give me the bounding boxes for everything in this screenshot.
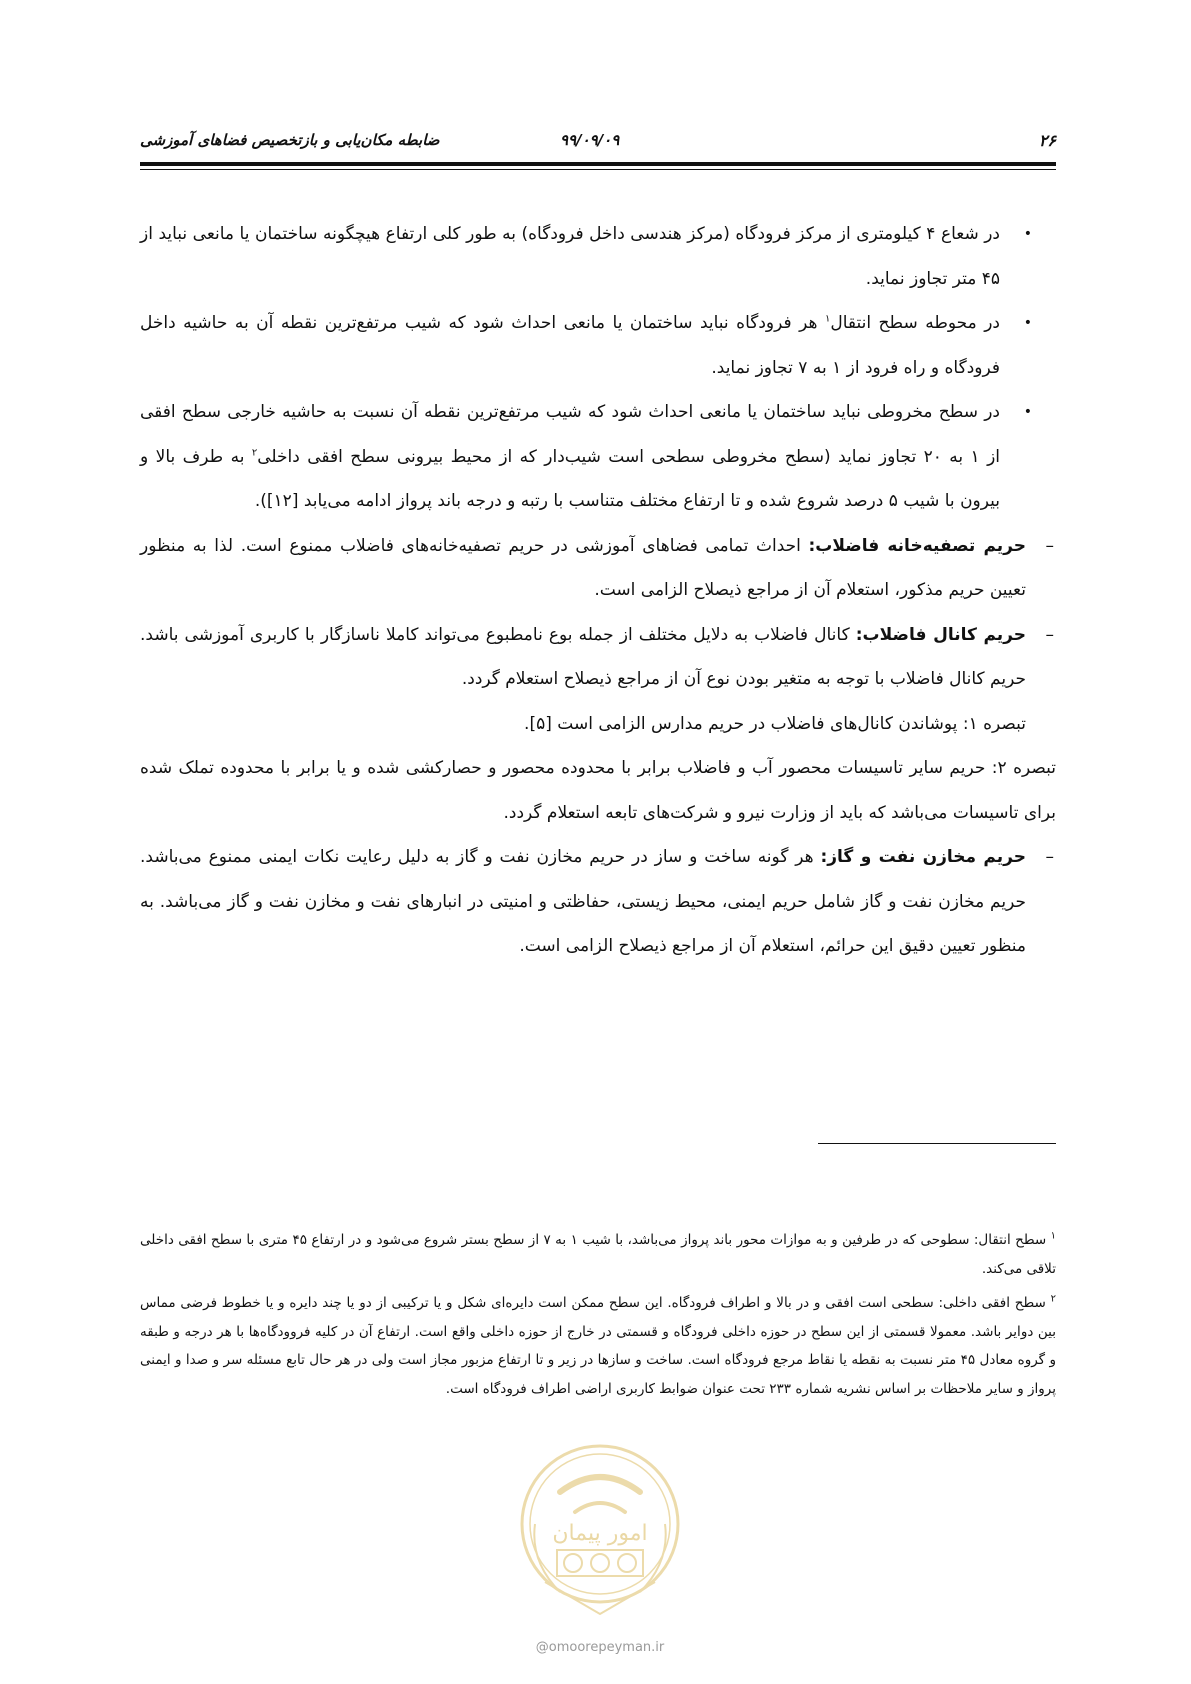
footnote-ref[interactable]: ۲ bbox=[251, 446, 258, 458]
note-2: تبصره ۲: حریم سایر تاسیسات محصور آب و فاضلاب برابر با محدوده محصور و حصارکشی شده و یا برابر با محدوده تملک شده برای تاسیسات می‌باشد که باید از وزارت نیرو و شرکت‌های تابعه استعلام گردد. bbox=[140, 758, 1056, 823]
footnotes bbox=[140, 1226, 1056, 1409]
page-header bbox=[140, 127, 1056, 159]
dash-marker: – bbox=[1045, 847, 1054, 867]
footnote-ref[interactable]: ۱ bbox=[824, 313, 831, 325]
dash-term: حریم مخازن نفت و گاز: bbox=[820, 847, 1026, 867]
bullet-item bbox=[140, 212, 1056, 301]
header-date: ۹۹/۰۹/۰۹ bbox=[560, 131, 620, 149]
bullet-text: به طرف بالا و بیرون با شیب ۵ درصد شروع شده و تا ارتفاع مختلف متناسب با رتبه و درجه باند پرواز ادامه می‌یابد [۱۲]). bbox=[140, 446, 1000, 511]
header-title: ضابطه مکان‌یابی و بازتخصیص فضاهای آموزشی bbox=[140, 131, 440, 149]
bullet-marker: • bbox=[1023, 226, 1032, 242]
footnote-text: سطح انتقال: سطوحی که در طرفین و به موازات محور باند پرواز می‌باشد، با شیب ۱ به ۷ از سطح بستر شروع می‌شود و در ارتفاع ۴۵ متری با سطح افقی داخلی تلاقی می‌کند. bbox=[140, 1232, 1056, 1277]
header-rule-thin bbox=[140, 169, 1056, 170]
footnote-number: ۲ bbox=[1050, 1293, 1056, 1305]
bullet-item bbox=[140, 390, 1056, 524]
body-text bbox=[140, 212, 1056, 969]
bullet-text: در شعاع ۴ کیلومتری از مرکز فرودگاه (مرکز هندسی داخل فرودگاه) به طور کلی ارتفاع هیچگونه ساختمان یا مانعی نباید از ۴۵ متر تجاوز نماید. bbox=[140, 224, 1001, 289]
dash-text: کانال فاضلاب به دلایل مختلف از جمله بوع نامطبوع می‌تواند کاملا ناسازگار با کاربری آموزشی باشد. حریم کانال فاضلاب با توجه به متغیر بودن نوع آن از مراجع ذیصلاح استعلام گردد. bbox=[140, 624, 1026, 689]
bullet-text: هر فرودگاه نباید ساختمان یا مانعی احداث شود که شیب مرتفع‌ترین نقطه آن به حاشیه داخل فرودگاه و راه فرود از ۱ به ۷ تجاوز نماید. bbox=[140, 313, 1000, 378]
footnote bbox=[140, 1289, 1056, 1403]
watermark-logo bbox=[505, 1432, 695, 1662]
dash-text: هر گونه ساخت و ساز در حریم مخازن نفت و گاز به دلیل رعایت نکات ایمنی ممنوع می‌باشد. حریم مخازن نفت و گاز شامل حریم ایمنی، محیط زیستی، حفاظتی و امنیتی در انبارهای نفت و مخازن نفت و گاز می‌باشد. به منظور تعیین دقیق این حرائم، استعلام آن از مراجع ذیصلاح الزامی است. bbox=[140, 847, 1026, 956]
footnote-text: سطح افقی داخلی: سطحی است افقی و در بالا و اطراف فرودگاه. این سطح ممکن است دایره‌ای شکل و یا ترکیبی از دو یا چند دایره و یا خطوط فرضی مماس بین دوایر باشد. معمولا قسمتی از این سطح در حوزه داخلی فرودگاه و قسمتی در خارج از حوزه داخلی واقع است. ارتفاع آن در کلیه فروودگاه‌ها با هر درجه و طبقه و گروه معادل ۴۵ متر نسبت به نقطه یا نقاط مرجع فرودگاه است. ساخت و سازها در زیر و تا ارتفاع مزبور مجاز است ولی در هر حال تابع مسئله سر و صدا و ایمنی پرواز و سایر ملاحظات بر اساس نشریه شماره ۲۳۳ تحت عنوان ضوابط کاربری اراضی اطراف فرودگاه است. bbox=[140, 1295, 1056, 1397]
dash-term: حریم کانال فاضلاب: bbox=[855, 624, 1026, 645]
watermark-seal-icon bbox=[505, 1432, 695, 1632]
dash-item bbox=[140, 524, 1056, 613]
footnote-separator bbox=[818, 1143, 1056, 1144]
bullet-marker: • bbox=[1023, 315, 1032, 331]
watermark-text: @omoorepeyman.ir bbox=[535, 1640, 665, 1655]
dash-marker: – bbox=[1045, 535, 1054, 556]
bullet-marker: • bbox=[1023, 404, 1032, 420]
dash-item bbox=[140, 613, 1056, 702]
page-number: ۲۶ bbox=[1038, 131, 1056, 150]
footnote bbox=[140, 1226, 1056, 1283]
dash-term: حریم تصفیه‌خانه فاضلاب: bbox=[808, 535, 1026, 556]
header-rule-thick bbox=[140, 162, 1056, 166]
bullet-item bbox=[140, 301, 1056, 390]
dash-item bbox=[140, 835, 1056, 969]
dash-text: احداث تمامی فضاهای آموزشی در حریم تصفیه‌خانه‌های فاضلاب ممنوع است. لذا به منظور تعیین حریم مذکور، استعلام آن از مراجع ذیصلاح الزامی است. bbox=[140, 535, 1026, 600]
bullet-text: در محوطه سطح انتقال bbox=[830, 313, 1000, 333]
dash-marker: – bbox=[1045, 624, 1054, 645]
bullet-text: در سطح مخروطی نباید ساختمان یا مانعی احداث شود که شیب مرتفع‌ترین نقطه آن نسبت به حاشیه خارجی سطح افقی از ۱ به ۲۰ تجاوز نماید (سطح مخروطی سطحی است شیب‌دار که از محیط بیرونی سطح افقی داخلی bbox=[140, 402, 1001, 467]
note-1: تبصره ۱: پوشاندن کانال‌های فاضلاب در حریم مدارس الزامی است [۵]. bbox=[524, 713, 1026, 734]
watermark-logo-text: امور پیمان bbox=[552, 1521, 648, 1546]
footnote-number: ۱ bbox=[1050, 1230, 1057, 1242]
